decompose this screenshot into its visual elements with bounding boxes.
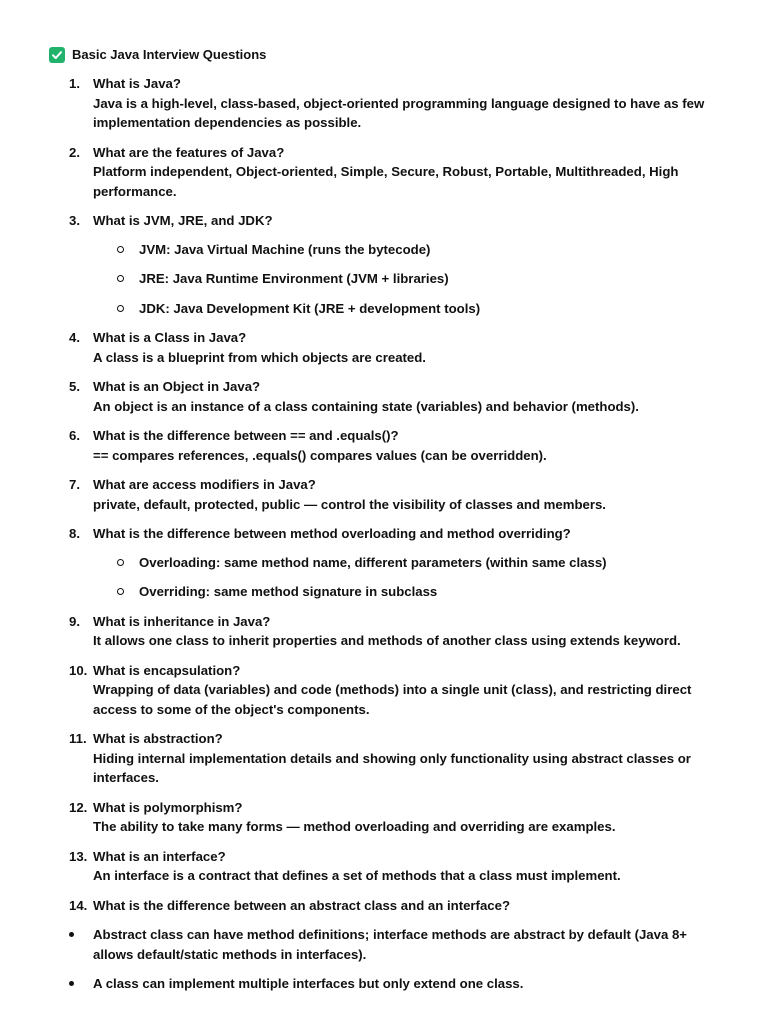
bullet-dot-icon xyxy=(69,932,74,937)
sub-list xyxy=(93,553,710,602)
circle-bullet-icon xyxy=(117,246,124,253)
question-number: 1. xyxy=(69,76,80,91)
question-number: 4. xyxy=(69,330,80,345)
question-number: 3. xyxy=(69,213,80,228)
question-number: 14. xyxy=(69,897,88,913)
question-item xyxy=(0,524,768,602)
question-item xyxy=(0,74,768,133)
question-number: 5. xyxy=(69,379,80,394)
document-heading xyxy=(49,45,266,65)
question-number: 9. xyxy=(69,613,80,629)
question-answer: private, default, protected, public — control the visibility of classes and members. xyxy=(93,496,606,512)
question-item xyxy=(0,377,768,416)
question-title: What is Java? xyxy=(93,76,181,91)
question-answer: Hiding internal implementation details and showing only functionality using abstract classes or interfaces. xyxy=(93,750,691,785)
question-title: What is the difference between method overloading and method overriding? xyxy=(93,526,571,541)
question-answer: The ability to take many forms — method overloading and overriding are examples. xyxy=(93,819,616,834)
question-item xyxy=(0,661,768,720)
question-item xyxy=(0,426,768,465)
sub-list-item: JDK: Java Development Kit (JRE + development tools) xyxy=(93,299,710,319)
bullet-list xyxy=(0,925,768,994)
question-answer: It allows one class to inherit properties and methods of another class using extends keyword. xyxy=(93,633,681,648)
question-answer: Platform independent, Object-oriented, Simple, Secure, Robust, Portable, Multithreaded, High performance. xyxy=(93,164,679,199)
checkbox-checked-icon[interactable] xyxy=(49,47,65,63)
question-number: 7. xyxy=(69,477,80,492)
circle-bullet-icon xyxy=(117,305,124,312)
question-title: What are access modifiers in Java? xyxy=(93,477,316,492)
question-number: 12. xyxy=(69,799,88,815)
question-list xyxy=(0,74,768,1004)
bullet-list-item: Abstract class can have method definitions; interface methods are abstract by default (Java 8+ allows default/static methods in interfaces). xyxy=(0,925,768,964)
question-number: 13. xyxy=(69,848,88,864)
sub-list-item: Overloading: same method name, different parameters (within same class) xyxy=(93,553,710,573)
question-item xyxy=(0,847,768,886)
question-title: What is a Class in Java? xyxy=(93,330,247,345)
question-item xyxy=(0,475,768,514)
question-item xyxy=(0,729,768,788)
question-answer: An object is an instance of a class containing state (variables) and behavior (methods). xyxy=(93,398,639,414)
heading-text: Basic Java Interview Questions xyxy=(72,47,267,62)
question-title: What are the features of Java? xyxy=(93,144,285,160)
question-answer: Java is a high-level, class-based, object-oriented programming language designed to have as few implementation dependencies as possible. xyxy=(93,95,705,130)
question-number: 2. xyxy=(69,144,80,160)
question-number: 10. xyxy=(69,662,88,678)
question-item xyxy=(0,896,768,916)
question-title: What is the difference between an abstract class and an interface? xyxy=(93,897,510,913)
bullet-list-item: A class can implement multiple interfaces but only extend one class. xyxy=(0,974,768,994)
question-number: 8. xyxy=(69,526,80,541)
question-title: What is an Object in Java? xyxy=(93,379,261,394)
question-title: What is the difference between == and .equals()? xyxy=(93,428,399,443)
question-number: 6. xyxy=(69,428,80,443)
question-number: 11. xyxy=(69,731,87,746)
question-item xyxy=(0,211,768,318)
circle-bullet-icon xyxy=(117,559,124,566)
question-title: What is JVM, JRE, and JDK? xyxy=(93,213,273,228)
question-answer: == compares references, .equals() compares values (can be overridden). xyxy=(93,447,547,463)
question-title: What is abstraction? xyxy=(93,731,223,746)
sub-list xyxy=(93,240,710,319)
question-title: What is an interface? xyxy=(93,848,226,864)
sub-list-item: JRE: Java Runtime Environment (JVM + libraries) xyxy=(93,269,710,289)
question-answer: Wrapping of data (variables) and code (methods) into a single unit (class), and restricting direct access to some of the object's components. xyxy=(93,682,692,717)
sub-list-item: JVM: Java Virtual Machine (runs the bytecode) xyxy=(93,240,710,260)
question-title: What is inheritance in Java? xyxy=(93,613,271,629)
circle-bullet-icon xyxy=(117,275,124,282)
question-answer: A class is a blueprint from which objects are created. xyxy=(93,349,426,365)
circle-bullet-icon xyxy=(117,588,124,595)
question-answer: An interface is a contract that defines a set of methods that a class must implement. xyxy=(93,868,621,883)
question-title: What is polymorphism? xyxy=(93,799,243,815)
sub-list-item: Overriding: same method signature in subclass xyxy=(93,582,710,602)
question-item xyxy=(0,328,768,367)
question-item xyxy=(0,612,768,651)
question-item xyxy=(0,143,768,202)
bullet-dot-icon xyxy=(69,981,74,986)
question-title: What is encapsulation? xyxy=(93,662,241,678)
question-item xyxy=(0,798,768,837)
